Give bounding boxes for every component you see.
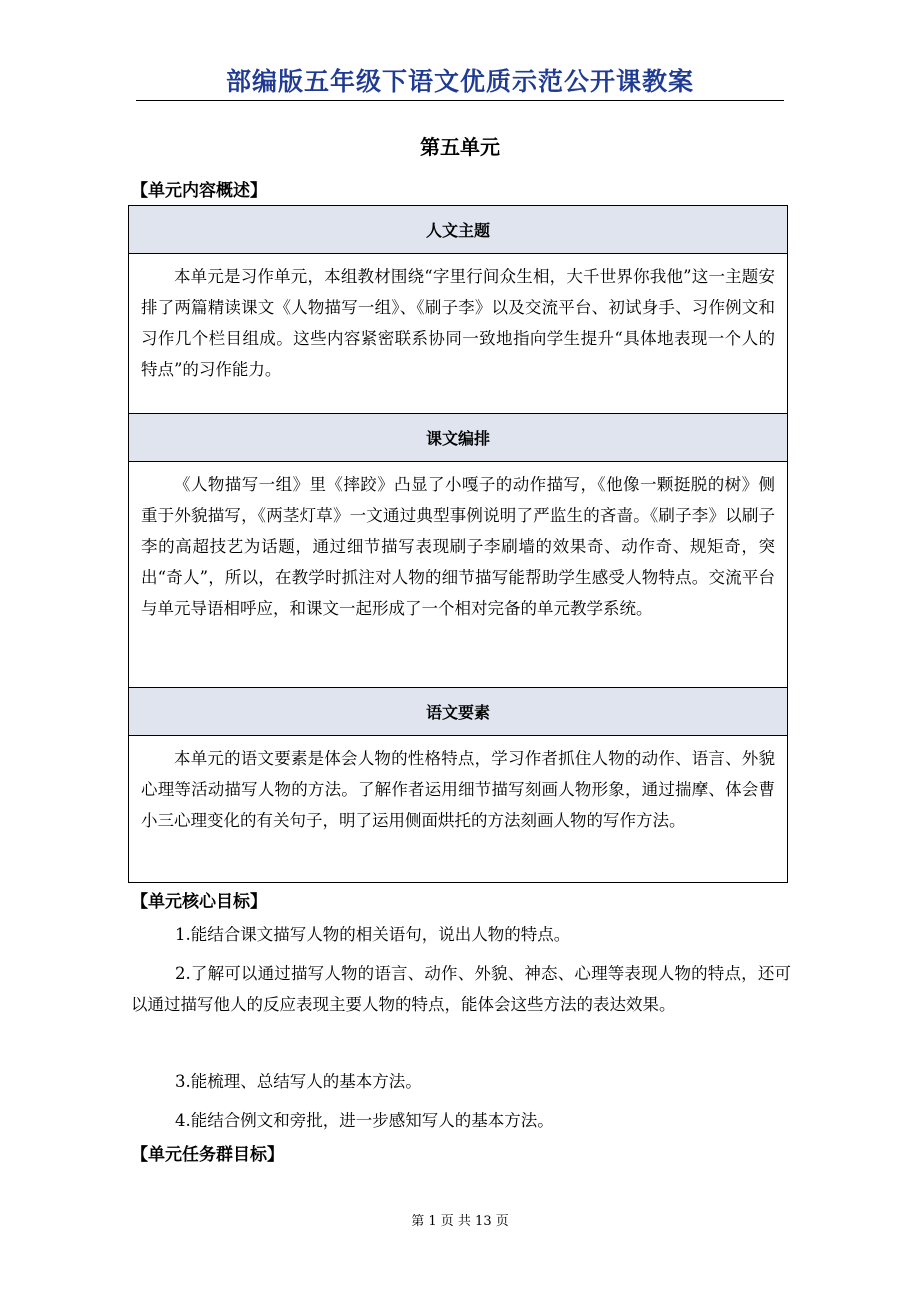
overview-section-label: 【单元内容概述】: [131, 181, 267, 201]
core-goal-item: 3.能梳理、总结写人的基本方法。: [175, 1072, 422, 1091]
overview-table: [128, 205, 788, 883]
theme-row-text: 本单元是习作单元，本组教材围绕“字里行间众生相，大千世界你我他”这一主题安排了两篇精读课文《人物描写一组》、《刷子李》以及交流平台、初试身手、习作例文和习作几个栏目组成。这些内容紧密联系协同一致地指向学生提升“具体地表现一个人的特点”的习作能力。: [129, 254, 787, 414]
elements-row-heading: 语文要素: [129, 688, 787, 736]
elements-row-text: 本单元的语文要素是体会人物的性格特点，学习作者抓住人物的动作、语言、外貌心理等活动描写人物的方法。了解作者运用细节描写刻画人物形象，通过揣摩、体会曹小三心理变化的有关句子，明了运用侧面烘托的方法刻画人物的写作方法。: [141, 749, 775, 830]
header-divider: [136, 100, 784, 101]
unit-title: 第五单元: [420, 135, 500, 159]
core-goals-section-label: 【单元核心目标】: [131, 892, 267, 912]
theme-row-heading: 人文主题: [129, 206, 787, 254]
arrangement-row-heading: 课文编排: [129, 414, 787, 462]
document-header-title: 部编版五年级下语文优质示范公开课教案: [225, 67, 694, 96]
core-goal-item: 1.能结合课文描写人物的相关语句，说出人物的特点。: [175, 925, 571, 944]
core-goal-item: 2.了解可以通过描写人物的语言、动作、外貌、神态、心理等表现人物的特点，还可以通过描写他人的反应表现主要人物的特点，能体会这些方法的表达效果。: [131, 964, 791, 1014]
core-goal-item: 4.能结合例文和旁批，进一步感知写人的基本方法。: [175, 1111, 554, 1130]
arrangement-row-text: 《人物描写一组》里《摔跤》凸显了小嘎子的动作描写，《他像一颗挺脱的树》侧重于外貌描写，《两茎灯草》一文通过典型事例说明了严监生的吝啬。《刷子李》以刷子李的高超技艺为话题，通过细节描写表现刷子李刷墙的效果奇、动作奇、规矩奇，突出“奇人”，所以，在教学时抓注对人物的细节描写能帮助学生感受人物特点。交流平台与单元导语相呼应，和课文一起形成了一个相对完备的单元教学系统。: [129, 462, 787, 688]
task-goals-section-label: 【单元任务群目标】: [131, 1145, 284, 1165]
page-footer: 第 1 页 共 13 页: [411, 1214, 509, 1229]
